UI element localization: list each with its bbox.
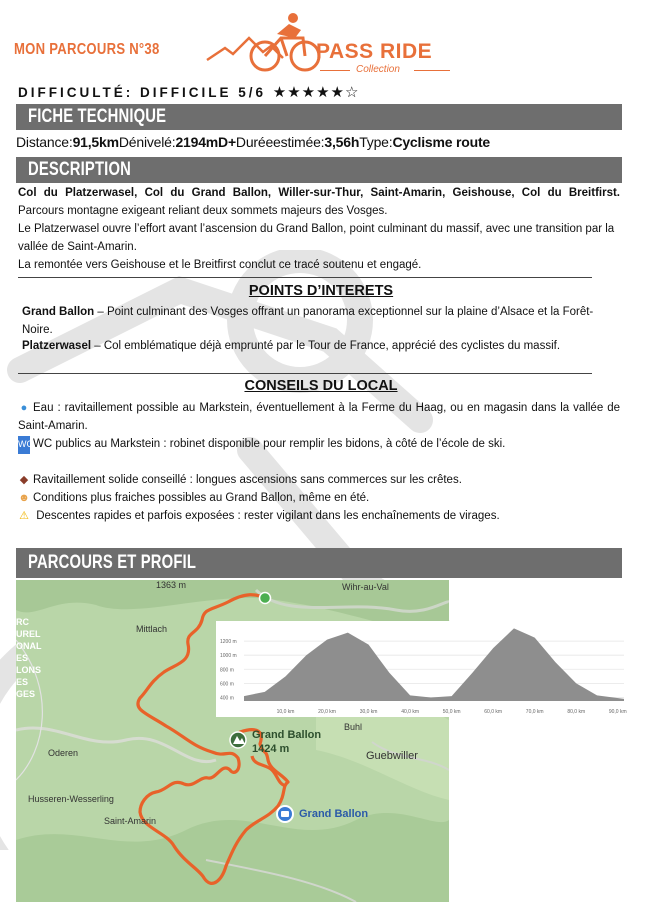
divider <box>18 277 592 278</box>
map-label-grand-ballon-photo: Grand Ballon <box>299 808 369 820</box>
park-line: ONAL <box>16 641 42 651</box>
x-tick-label: 50,0 km <box>442 709 461 715</box>
x-tick-label: 10,0 km <box>276 709 295 715</box>
poi-item <box>22 338 620 356</box>
poi-text: – Point culminant des Vosges offrant un panorama exceptionnel sur la plaine d’Alsace et la Forêt-Noire. <box>22 306 594 336</box>
denivele-label: Dénivelé: <box>118 134 176 150</box>
distance-label: Distance: <box>16 134 73 150</box>
tip-item <box>18 436 620 454</box>
elevation-area <box>244 628 624 701</box>
elevation-profile <box>216 621 628 717</box>
x-tick-label: 70,0 km <box>525 709 544 715</box>
start-marker-icon <box>260 593 271 604</box>
x-tick-label: 80,0 km <box>567 709 586 715</box>
difficulty-stars: ★★★★★☆ <box>272 84 360 101</box>
chocolate-icon: ◆ <box>19 474 29 486</box>
tip-text: Conditions plus fraiches possibles au Grand Ballon, même en été. <box>33 492 370 504</box>
park-line: ES <box>16 677 29 687</box>
brand-name: PASS RIDE <box>316 40 433 63</box>
tip-item <box>18 490 620 508</box>
map-label-saint-amarin: Saint-Amarin <box>104 816 157 826</box>
duree-label: Duréeestimée: <box>235 134 325 150</box>
description-body <box>18 185 620 220</box>
tip-text: Ravitaillement solide conseillé : longues ascensions sans commerces sur les crêtes. <box>33 474 462 486</box>
map-label-grand-ballon-alt: 1424 m <box>252 743 290 755</box>
map-label-oderen: Oderen <box>48 748 79 758</box>
conseils-heading: CONSEILS DU LOCAL <box>244 378 398 394</box>
description-header <box>16 157 622 183</box>
fiche-technique-header <box>16 104 622 130</box>
poi-item <box>22 304 620 339</box>
y-tick-label: 800 m <box>220 667 234 674</box>
difficulty-line <box>18 83 359 101</box>
description-paragraph-2: La remontée vers Geishouse et le Breitfirst conclut ce tracé soutenu et engagé. <box>18 259 422 271</box>
x-tick-label: 40,0 km <box>401 709 420 715</box>
poi-name: Grand Ballon <box>22 306 95 318</box>
y-tick-label: 400 m <box>220 695 234 702</box>
park-line: ES <box>16 653 29 663</box>
description-intro: Parcours montagne exigeant reliant deux sommets majeurs des Vosges. <box>18 204 388 217</box>
park-line: LONS <box>16 665 42 675</box>
type-value: Cyclisme route <box>392 134 491 150</box>
parcours-heading: PARCOURS ET PROFIL <box>28 552 197 573</box>
x-tick-label: 90,0 km <box>608 709 627 715</box>
tip-item <box>18 400 620 435</box>
map-label-buhl: Buhl <box>344 722 363 732</box>
map-label-husseren: Husseren-Wesserling <box>28 794 114 804</box>
x-tick-label: 30,0 km <box>359 709 378 715</box>
difficulty-label: DIFFICULTÉ: DIFFICILE 5/6 <box>18 85 266 100</box>
cold-face-icon: ☻ <box>18 492 30 504</box>
points-heading: POINTS D’INTERETS <box>248 283 394 299</box>
brand-divider-left <box>320 70 350 71</box>
y-tick-label: 1000 m <box>220 653 237 660</box>
map-label-wihr: Wihr-au-Val <box>342 582 389 592</box>
distance-value: 91,5km <box>72 134 119 150</box>
park-line: RC <box>16 617 29 627</box>
map-label-grand-ballon: Grand Ballon <box>252 729 322 741</box>
tip-text: WC publics au Markstein : robinet disponible pour remplir les bidons, à côté de l’école de ski. <box>33 438 506 450</box>
y-tick-label: 600 m <box>220 681 234 688</box>
description-heading: DESCRIPTION <box>28 159 131 180</box>
parcours-header <box>16 548 622 578</box>
tip-item <box>18 472 620 490</box>
map-label-mittlach: Mittlach <box>136 624 168 634</box>
denivele-value: 2194mD+ <box>175 134 236 150</box>
fiche-heading: FICHE TECHNIQUE <box>28 106 167 127</box>
park-line: GES <box>16 689 36 699</box>
map-label-altitude: 1363 m <box>156 580 187 590</box>
park-line: UREL <box>16 629 41 639</box>
page-title: MON PARCOURS N°38 <box>14 41 160 58</box>
brand-subtitle: Collection <box>356 64 400 75</box>
divider <box>18 373 592 374</box>
tip-text: Eau : ravitaillement possible au Markstein, éventuellement à la Ferme du Haag, ou en magasin dans la vallée de Saint-Amarin. <box>18 402 620 432</box>
map-label-guebwiller: Guebwiller <box>366 750 418 762</box>
y-tick-label: 1200 m <box>220 639 237 646</box>
description-paragraph-1: Le Platzerwasel ouvre l’effort avant l’ascension du Grand Ballon, point culminant du massif, avec une transition par la vallée de Saint-Amarin. <box>18 223 615 253</box>
elevation-profile-chart <box>216 621 628 717</box>
tip-item <box>18 508 620 526</box>
map-label-park <box>16 616 42 700</box>
type-label: Type: <box>359 134 393 150</box>
technical-specs <box>16 134 490 150</box>
description-cols: Col du Platzerwasel, Col du Grand Ballon, Willer-sur-Thur, Saint-Amarin, Geishouse, Col du Breitfirst. <box>18 187 620 199</box>
duree-value: 3,56h <box>324 134 360 150</box>
x-tick-label: 60,0 km <box>484 709 503 715</box>
droplet-icon: ● <box>20 402 28 414</box>
brand-divider-right <box>414 70 450 71</box>
poi-text: – Col emblématique déjà emprunté par le Tour de France, apprécié des cyclistes du massif. <box>91 340 561 352</box>
restroom-icon: WC <box>18 436 30 454</box>
x-tick-label: 20,0 km <box>318 709 336 715</box>
poi-name: Platzerwasel <box>22 340 92 352</box>
tip-text: Descentes rapides et parfois exposées : rester vigilant dans les enchaînements de virages. <box>33 510 500 522</box>
warning-icon: ⚠ <box>19 510 29 522</box>
